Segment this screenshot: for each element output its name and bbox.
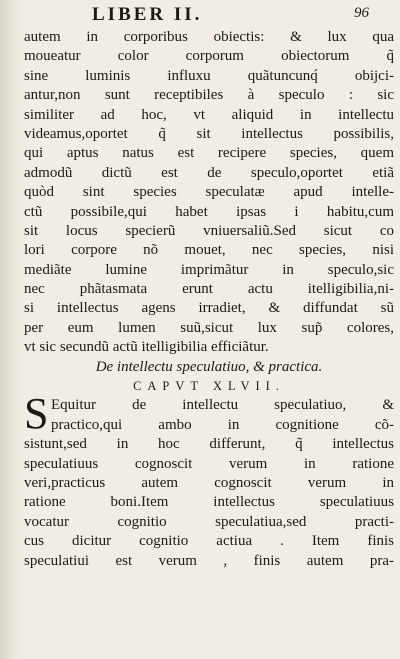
drop-cap: S bbox=[24, 389, 49, 439]
text-line: vt sic secundũ actũ itelligibilia efficiãtur. bbox=[24, 339, 269, 356]
text-line: qui aptus natus est recipere species, quem bbox=[24, 145, 394, 162]
text-line: si intellectus agens irradiet, & diffundat sũ bbox=[24, 300, 394, 317]
text-line: Equitur de intellectu speculatiuo, & bbox=[51, 397, 394, 414]
text-line: nec phãtasmata erunt actu itelligibilia,ni- bbox=[24, 281, 394, 298]
text-line: antur,non sunt receptibiles à speculo : sic bbox=[24, 87, 394, 104]
text-line: speculatiui est verum , finis autem pra- bbox=[24, 552, 394, 569]
text-line: sine luminis influxu quãtuncunq́ obijci- bbox=[24, 67, 394, 84]
section-subheading: De intellectu speculatiuo, & practica. bbox=[95, 358, 323, 375]
text-line: moueatur color corporum obiectorum q̃ bbox=[24, 48, 394, 65]
running-head: LIBER II. bbox=[92, 4, 203, 25]
text-line: sit locus specierũ vniuersaliũ.Sed sicut co bbox=[24, 222, 394, 239]
text-line: veri,practicus autem cognoscit verum in bbox=[24, 474, 394, 491]
text-line: lori corpore nõ mouet, nec species, nisi bbox=[24, 242, 394, 259]
text-line: practico,qui ambo in cognitione cõ- bbox=[51, 416, 394, 433]
text-line: vocatur cognitio speculatiua,sed practi- bbox=[24, 513, 394, 530]
text-line: admodũ dictũ est de speculo,oportet etiã bbox=[24, 164, 394, 181]
text-line: similiter ad hoc, vt aliquid in intellectu bbox=[24, 106, 394, 123]
text-line: mediãte lumine imprimãtur in speculo,sic bbox=[24, 261, 394, 278]
text-line: sistunt,sed in hoc differunt, q̃ intellectus bbox=[24, 436, 394, 453]
text-block bbox=[24, 28, 394, 571]
text-line: videamus,oportet q̃ sit intellectus possibilis, bbox=[24, 125, 394, 142]
text-line: ratione boni.Item intellectus speculatiuus bbox=[24, 494, 394, 511]
chapter-paragraph bbox=[24, 389, 394, 571]
text-line: autem in corporibus obiectis: & lux qua bbox=[24, 29, 394, 45]
page-gutter-shadow bbox=[0, 0, 22, 659]
text-line: ctũ possibile,qui habet ipsas i habitu,cum bbox=[24, 203, 394, 220]
text-line: quòd sint species speculatæ apud intelle- bbox=[24, 184, 394, 201]
chapter-heading: CAPVT XLVII. bbox=[133, 379, 285, 394]
page-header bbox=[0, 4, 400, 26]
text-line: per eum lumen suũ,sicut lux sup̃ colores, bbox=[24, 319, 394, 336]
text-line: cus dicitur cognitio actiua . Item finis bbox=[24, 533, 394, 550]
page-number: 96 bbox=[354, 5, 369, 21]
text-line: speculatiuus cognoscit verum in ratione bbox=[24, 455, 394, 472]
